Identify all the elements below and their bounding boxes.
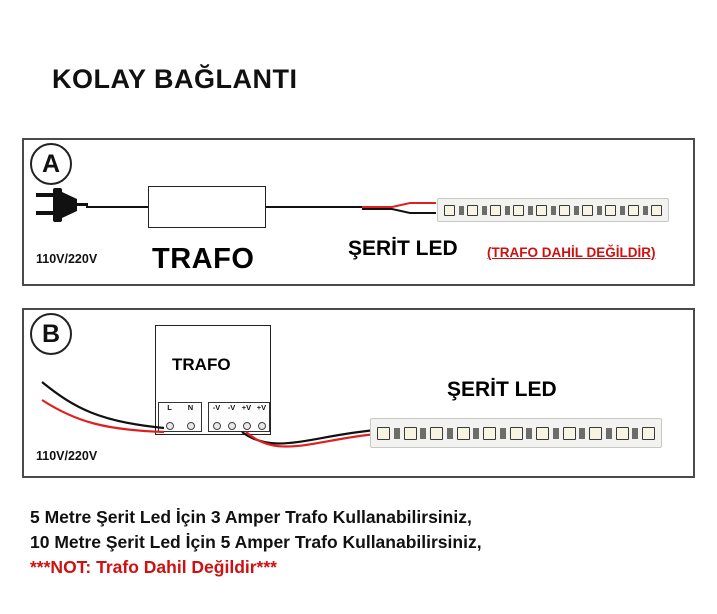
panel-b-badge: B — [30, 313, 72, 355]
led-chip — [642, 427, 655, 440]
led-chip — [483, 427, 496, 440]
wire-plug-to-transformer — [86, 206, 148, 208]
led-pad — [482, 206, 487, 215]
panel-a-transformer-label: TRAFO — [152, 243, 255, 275]
led-strip-a-body — [437, 198, 669, 222]
led-pad — [574, 206, 579, 215]
panel-b-transformer-label: TRAFO — [172, 355, 231, 374]
panel-a-badge: A — [30, 143, 72, 185]
led-chip — [510, 427, 523, 440]
led-pad — [553, 428, 559, 439]
led-pad — [394, 428, 400, 439]
terminal-pin-label: -V — [212, 403, 221, 412]
terminal-screw — [213, 422, 221, 430]
led-chip — [651, 205, 662, 216]
led-chip — [377, 427, 390, 440]
led-pad — [473, 428, 479, 439]
led-strip-b-body — [370, 418, 662, 448]
note-line-2: 10 Metre Şerit Led İçin 5 Amper Trafo Kullanabilirsiniz, — [30, 531, 482, 552]
led-pad — [632, 428, 638, 439]
led-chip — [628, 205, 639, 216]
led-pad — [420, 428, 426, 439]
led-pad — [459, 206, 464, 215]
led-strip-a — [437, 198, 669, 222]
led-chip — [444, 205, 455, 216]
transformer-body-a — [148, 186, 266, 228]
wire-transformer-to-strip — [266, 206, 370, 208]
led-pad — [643, 206, 648, 215]
terminal-screw — [187, 422, 195, 430]
terminal-pin-label: -V — [227, 403, 236, 412]
panel-a-voltage-label: 110V/220V — [36, 252, 98, 266]
led-chip — [559, 205, 570, 216]
led-pad — [500, 428, 506, 439]
note-line-3: ***NOT: Trafo Dahil Değildir*** — [30, 556, 277, 577]
led-pad — [447, 428, 453, 439]
ac-input-wires — [40, 378, 170, 440]
led-chip — [457, 427, 470, 440]
dc-output-wires — [240, 414, 380, 454]
led-pad — [505, 206, 510, 215]
led-chip — [563, 427, 576, 440]
led-chip — [536, 427, 549, 440]
strip-a-leads — [362, 196, 442, 218]
led-pad — [526, 428, 532, 439]
led-chip — [467, 205, 478, 216]
led-pad — [551, 206, 556, 215]
led-chip — [536, 205, 547, 216]
terminal-pin-label: N — [187, 403, 194, 412]
led-pad — [579, 428, 585, 439]
panel-a-strip-note: (TRAFO DAHİL DEĞİLDİR) — [487, 245, 656, 260]
led-chip — [430, 427, 443, 440]
led-chip — [589, 427, 602, 440]
page-title: KOLAY BAĞLANTI — [52, 64, 298, 94]
panel-a-strip-label: ŞERİT LED — [348, 237, 458, 260]
panel-b-voltage-label: 110V/220V — [36, 449, 98, 463]
led-strip-b — [370, 418, 662, 448]
led-pad — [528, 206, 533, 215]
led-pad — [597, 206, 602, 215]
led-chip — [404, 427, 417, 440]
power-plug-icon — [36, 186, 88, 228]
bottom-notes — [30, 505, 690, 580]
led-chip — [616, 427, 629, 440]
led-pad — [606, 428, 612, 439]
led-chip — [605, 205, 616, 216]
led-chip — [513, 205, 524, 216]
note-line-1: 5 Metre Şerit Led İçin 3 Amper Trafo Kullanabilirsiniz, — [30, 507, 472, 527]
led-chip — [490, 205, 501, 216]
led-chip — [582, 205, 593, 216]
terminal-pin-label: +V — [256, 403, 267, 412]
terminal-pin-label: L — [167, 403, 172, 412]
terminal-pin-label: +V — [241, 403, 252, 412]
led-pad — [620, 206, 625, 215]
panel-b-strip-label: ŞERİT LED — [447, 378, 557, 401]
terminal-screw — [228, 422, 236, 430]
